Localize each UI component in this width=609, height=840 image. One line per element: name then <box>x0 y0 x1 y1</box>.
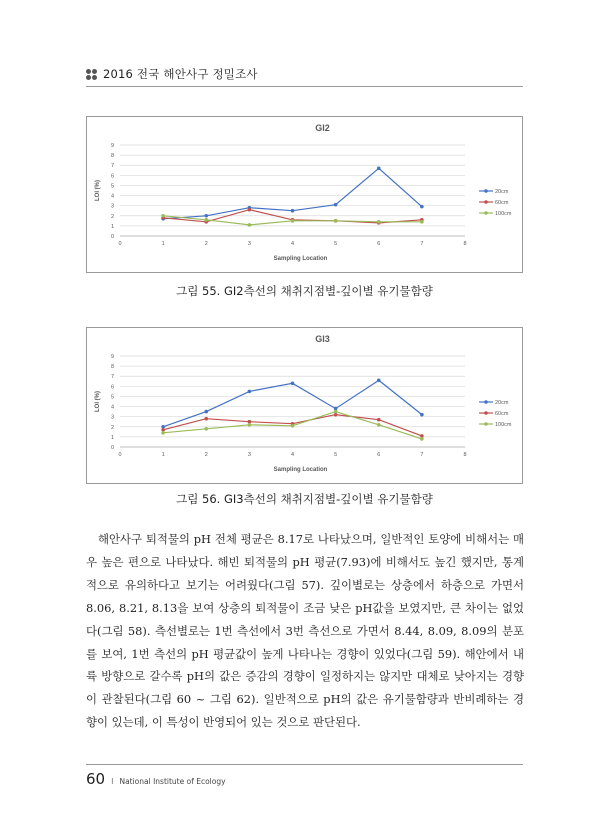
data-point-60cm <box>377 418 381 422</box>
x-tick-label: 5 <box>334 241 338 247</box>
x-tick-label: 4 <box>290 452 295 458</box>
gi2-line-chart <box>87 117 522 272</box>
y-tick-label: 4 <box>110 404 114 411</box>
y-tick-label: 8 <box>110 364 114 371</box>
header-divider <box>86 86 523 87</box>
x-tick-label: 6 <box>377 241 381 247</box>
footer-separator: I <box>111 777 114 786</box>
x-axis-label: Sampling Location <box>273 467 328 473</box>
x-tick-label: 5 <box>334 452 338 458</box>
x-tick-label: 4 <box>290 241 295 247</box>
x-tick-label: 0 <box>118 241 122 247</box>
data-point-20cm <box>334 203 338 207</box>
y-tick-label: 8 <box>110 153 114 160</box>
y-tick-label: 6 <box>110 173 114 180</box>
header-title: 2016 전국 해안사구 정밀조사 <box>103 67 258 81</box>
data-point-100cm <box>334 219 338 223</box>
data-point-20cm <box>248 390 252 394</box>
legend-label-20cm: 20cm <box>495 189 509 195</box>
x-tick-label: 6 <box>377 452 381 458</box>
data-point-20cm <box>204 214 208 218</box>
data-point-100cm <box>248 423 252 427</box>
y-tick-label: 3 <box>110 414 114 421</box>
chart-title: GI2 <box>315 123 330 133</box>
x-tick-label: 1 <box>161 241 165 247</box>
running-header <box>86 64 258 84</box>
y-tick-label: 2 <box>110 424 114 431</box>
data-point-100cm <box>248 223 252 227</box>
data-point-100cm <box>204 218 208 222</box>
data-point-100cm <box>334 410 338 414</box>
data-point-20cm <box>377 166 381 170</box>
legend-label-60cm: 60cm <box>495 411 509 417</box>
y-tick-label: 3 <box>110 203 114 210</box>
data-point-100cm <box>291 219 295 223</box>
y-tick-label: 4 <box>110 193 114 200</box>
x-tick-label: 3 <box>247 241 251 247</box>
data-point-20cm <box>377 378 381 382</box>
data-point-100cm <box>161 431 165 435</box>
x-tick-label: 7 <box>420 241 424 247</box>
x-tick-label: 2 <box>204 241 208 247</box>
y-tick-label: 7 <box>110 374 114 381</box>
footer-divider <box>86 764 523 765</box>
figure-56-caption: 그림 56. GI3측선의 채취지점별-깊이별 유기물함량 <box>176 492 433 506</box>
y-tick-label: 7 <box>110 163 114 170</box>
data-point-100cm <box>420 220 424 224</box>
x-tick-label: 3 <box>247 452 251 458</box>
data-point-100cm <box>204 427 208 431</box>
data-point-100cm <box>291 424 295 428</box>
x-tick-label: 8 <box>463 241 467 247</box>
data-point-100cm <box>377 423 381 427</box>
y-tick-label: 1 <box>110 434 114 441</box>
y-tick-label: 6 <box>110 384 114 391</box>
y-tick-label: 0 <box>110 234 114 240</box>
page-number: 60 <box>86 770 106 788</box>
y-tick-label: 1 <box>110 223 114 230</box>
legend-label-100cm: 100cm <box>495 211 512 217</box>
legend-marker-20cm <box>484 189 488 193</box>
chart-title: GI3 <box>315 334 330 344</box>
y-tick-label: 0 <box>110 445 114 451</box>
figure-56-chart <box>86 327 523 484</box>
legend-label-20cm: 20cm <box>495 400 509 406</box>
legend-marker-100cm <box>484 211 488 215</box>
data-point-100cm <box>420 437 424 441</box>
legend-marker-20cm <box>484 400 488 404</box>
data-point-20cm <box>420 413 424 417</box>
data-point-20cm <box>291 382 295 386</box>
data-point-20cm <box>291 209 295 213</box>
data-point-20cm <box>420 205 424 209</box>
x-tick-label: 2 <box>204 452 208 458</box>
x-tick-label: 0 <box>118 452 122 458</box>
y-tick-label: 2 <box>110 213 114 220</box>
page-footer <box>86 770 226 788</box>
legend-label-60cm: 60cm <box>495 200 509 206</box>
body-text <box>86 528 524 734</box>
data-point-60cm <box>248 208 252 212</box>
legend-marker-100cm <box>484 422 488 426</box>
body-paragraph: 해안사구 퇴적물의 pH 전체 평균은 8.17로 나타났으며, 일반적인 토양에 비해서는 매우 높은 편으로 나타났다. 해빈 퇴적물의 pH 평균(7.93)에 비해서도 높긴 했지만, 통계적으로 유의하다고 보기는 어려웠다(그림 57). 깊이별로는 상층에서 하층으로 가면서 8.06, 8.21, 8.13을 보여 상층의 퇴적물이 조금 낮은 pH값을 보였지만, 큰 차이는 없었다(그림 58). 측선별로는 1번 측선에서 3번 측선으로 가면서 8.44, 8.09, 8.09의 분포를 보여, 1번 측선의 pH 평균값이 높게 나타나는 경향이 있었다(그림 59). 해안에서 내륙 방향으로 갈수록 pH의 값은 증감의 경향이 일정하지는 않지만 대체로 낮아지는 경향이 관찰된다(그림 60 ~ 그림 62). 일반적으로 pH의 값은 유기물함량과 반비례하는 경향이 있는데, 이 특성이 반영되어 있는 것으로 판단된다. <box>86 532 524 730</box>
x-axis-label: Sampling Location <box>273 256 328 262</box>
figure-55-caption: 그림 55. GI2측선의 채취지점별-깊이별 유기물함량 <box>176 284 433 298</box>
data-point-100cm <box>377 220 381 224</box>
data-point-20cm <box>204 410 208 414</box>
footer-organization: National Institute of Ecology <box>119 777 226 786</box>
gi3-line-chart <box>87 328 522 483</box>
figure-55-chart <box>86 116 523 273</box>
y-tick-label: 5 <box>110 183 114 190</box>
data-point-60cm <box>204 417 208 421</box>
y-axis-label: LOI (%) <box>95 391 101 412</box>
y-tick-label: 9 <box>110 354 114 360</box>
y-tick-label: 9 <box>110 143 114 149</box>
x-tick-label: 7 <box>420 452 424 458</box>
legend-marker-60cm <box>484 200 488 204</box>
y-tick-label: 5 <box>110 394 114 401</box>
four-dot-icon <box>86 69 97 80</box>
legend-marker-60cm <box>484 411 488 415</box>
x-tick-label: 1 <box>161 452 165 458</box>
data-point-100cm <box>161 214 165 218</box>
legend-label-100cm: 100cm <box>495 422 512 428</box>
x-tick-label: 8 <box>463 452 467 458</box>
y-axis-label: LOI (%) <box>95 180 101 201</box>
